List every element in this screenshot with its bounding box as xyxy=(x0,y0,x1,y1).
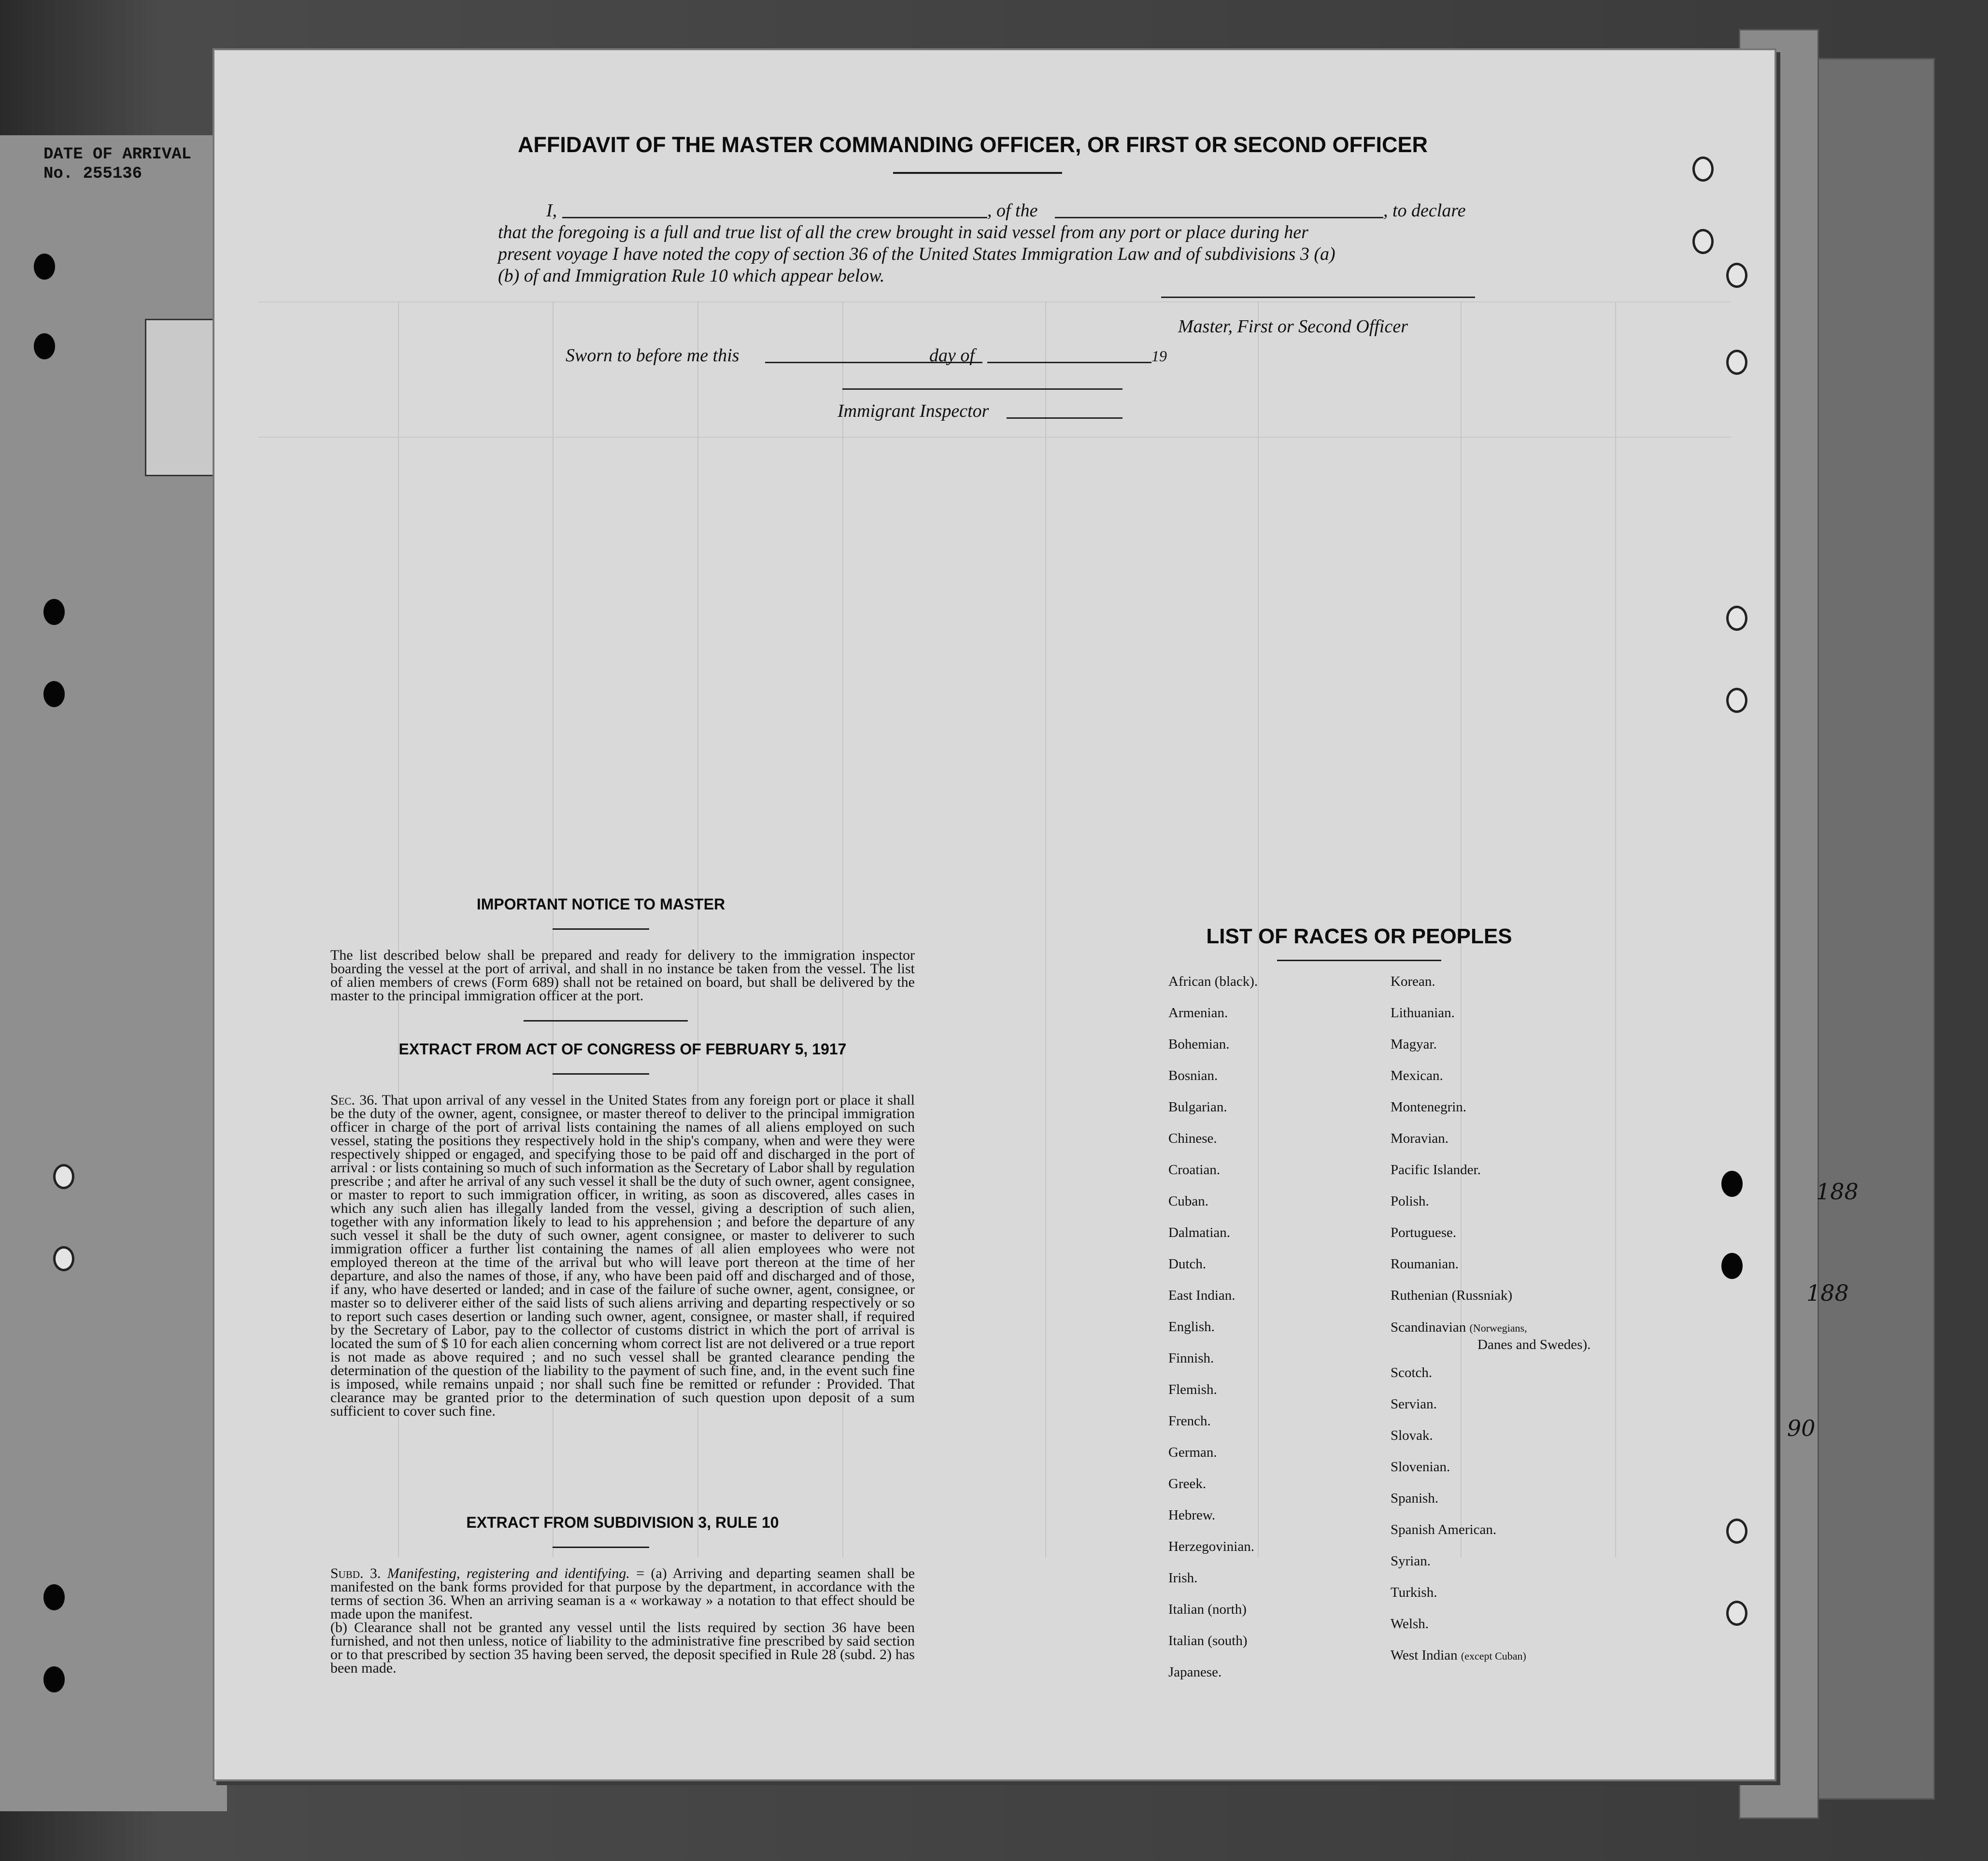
race-item: Flemish. xyxy=(1168,1382,1217,1397)
declarant-label: I, xyxy=(546,200,557,221)
subdivision-number: Subd. 3. xyxy=(330,1565,381,1581)
race-item: Greek. xyxy=(1168,1476,1207,1492)
race-item: Dalmatian. xyxy=(1168,1225,1231,1240)
affidavit-text-1: that the foregoing is a full and true list of all the crew brought in said vessel from any port or place during her xyxy=(498,222,1308,242)
race-item: African (black). xyxy=(1168,974,1258,989)
affidavit-title: AFFIDAVIT OF THE MASTER COMMANDING OFFICER, OR FIRST OR SECOND OFFICER xyxy=(517,132,1428,157)
punch-hole xyxy=(43,1666,65,1692)
scandinavian-note: (Norwegians, xyxy=(1469,1322,1527,1334)
subdivision-heading: Manifesting, registering and identifying. xyxy=(387,1565,630,1581)
race-item: Irish. xyxy=(1168,1570,1198,1586)
signature-line xyxy=(1161,297,1475,298)
subdivision-text-a: = (a) Arriving and departing seamen shall be manifested on the bank forms provided for that purpose by the department, in accordance with the terms of section 36. When an arriving seaman is a « workaway » a notation to that effect should be made upon the manifest. xyxy=(330,1565,915,1622)
race-item: Spanish. xyxy=(1391,1491,1439,1506)
extract-rule-title: EXTRACT FROM SUBDIVISION 3, RULE 10 xyxy=(466,1514,779,1531)
race-item: Welsh. xyxy=(1391,1616,1429,1632)
race-item: Slovenian. xyxy=(1391,1459,1450,1475)
sworn-label: Sworn to before me this xyxy=(566,345,739,366)
race-item-west-indian xyxy=(1391,1648,1526,1663)
punch-hole-ring xyxy=(53,1246,74,1271)
race-item: Bosnian. xyxy=(1168,1068,1218,1083)
inspector-line-upper xyxy=(842,388,1122,390)
race-item: Japanese. xyxy=(1168,1664,1222,1680)
west-indian-label: West Indian xyxy=(1391,1648,1461,1663)
arrival-stamp-line1: DATE OF ARRIVAL xyxy=(43,145,192,164)
extract-rule-text xyxy=(330,1567,915,1675)
race-item: Croatian. xyxy=(1168,1162,1221,1178)
signature-label: Master, First or Second Officer xyxy=(1178,316,1408,337)
race-item: Spanish American. xyxy=(1391,1522,1497,1537)
arrival-stamp xyxy=(43,145,191,184)
race-item: East Indian. xyxy=(1168,1288,1235,1303)
to-declare-label: , to declare xyxy=(1383,200,1466,221)
punch-hole-ring xyxy=(1726,606,1747,631)
race-item: Dutch. xyxy=(1168,1256,1207,1272)
race-item: Finnish. xyxy=(1168,1350,1214,1366)
punch-hole xyxy=(43,681,65,707)
race-item: Portuguese. xyxy=(1391,1225,1457,1240)
extract-act-rule xyxy=(553,1073,649,1075)
race-item: Syrian. xyxy=(1391,1553,1431,1569)
punch-hole xyxy=(34,333,55,359)
bleed-through-line xyxy=(1045,301,1046,1557)
race-item: Roumanian. xyxy=(1391,1256,1459,1272)
inspector-label: Immigrant Inspector xyxy=(838,401,989,421)
punch-hole-ring xyxy=(1692,156,1714,182)
punch-hole xyxy=(43,1584,65,1610)
punch-hole xyxy=(43,599,65,625)
punch-hole xyxy=(1721,1171,1743,1197)
title-rule xyxy=(893,172,1062,174)
punch-hole-ring xyxy=(1726,1519,1747,1544)
vessel-name-line xyxy=(1055,217,1383,218)
extract-act-text xyxy=(330,1094,915,1418)
race-item: Herzegovinian. xyxy=(1168,1539,1254,1554)
subdivision-text-b: (b) Clearance shall not be granted any vessel until the lists required by section 36 have been furnished, and not then unless, notice of liability to the administrative fine prescribed by said section or to that prescribed by section 35 having been served, the deposit specified in Rule 28 (subd. 2) has been made. xyxy=(330,1619,915,1676)
handwritten-number: 188 xyxy=(1816,1179,1859,1205)
race-item: Chinese. xyxy=(1168,1131,1217,1146)
races-title: LIST OF RACES OR PEOPLES xyxy=(1206,924,1512,948)
punch-hole-ring xyxy=(1726,688,1747,713)
race-item: Mexican. xyxy=(1391,1068,1443,1083)
punch-hole-ring xyxy=(53,1164,74,1189)
section-number: Sec. 36. xyxy=(330,1092,378,1108)
bleed-through-line xyxy=(258,301,1731,302)
punch-hole-ring xyxy=(1692,229,1714,254)
race-item: Bulgarian. xyxy=(1168,1099,1227,1115)
race-item: Montenegrin. xyxy=(1391,1099,1467,1115)
punch-hole xyxy=(34,254,55,280)
race-item: Turkish. xyxy=(1391,1585,1437,1600)
year-label: 19 xyxy=(1151,347,1167,365)
race-item: Slovak. xyxy=(1391,1428,1433,1443)
of-the-label: , of the xyxy=(987,200,1038,221)
section-36-text: That upon arrival of any vessel in the United States from any foreign port or place it shall be the duty of the owner, agent, consignee, or master thereof to deliver to the principal immigration officer in charge of the port of arrival lists containing the names of all aliens employed on such vessel, stating the positions they respectively hold in the ship's company, when and were they were respectively shipped or engaged, and specifying those to be paid off and discharged in the port of arrival : or lists containing so much of such information as the Secretary of Labor shall by regulation prescribe ; and after he arrival of any such vessel it shall be the duty of such owner, agent consignee, or master to report to such immigration officer, in writing, as soon as discovered, alles cases in which any such alien has illegally landed from the vessel, giving a description of such alien, together with any information likely to lead to his apprehension ; and before the departure of any such vessel it shall be the duty of such owner, agent consignee, or master to deliverer to such immigration officer a further list containing the names of all alien employees who were not employed thereon at the time of the arrival but who will leave port thereon at the time of her departure, and also the names of those, if any, who have been paid off and discharged and of those, if any, who have deserted or landed; and in case of the failure of suche owner, agent, consignee, or master so to deliverer either of the said lists of such aliens arriving and departing respectively or so to report such cases desertion or landing such owner, agent, consignee, or master shall, if required by the Secretary of Labor, pay to the collector of customs district in which the port of arrival is located the sum of $ 10 for each alien concerning whom correct list are not delivered or a true report is not made as above required ; and no such vessel shall be granted clearance pending the determination of the question of the liability to the payment of such fine, and, in the event such fine is imposed, while remains unpaid ; nor shall such fine be remitted or refunder : Provided. That clearance may be granted prior to the determination of such question upon deposit of a sum sufficient to cover such fine. xyxy=(330,1092,915,1419)
race-item: French. xyxy=(1168,1413,1211,1429)
west-indian-note: (except Cuban) xyxy=(1461,1650,1526,1662)
race-item: Magyar. xyxy=(1391,1037,1437,1052)
punch-hole xyxy=(1721,1253,1743,1279)
arrival-stamp-line2: No. 255136 xyxy=(43,165,142,183)
affidavit-sheet xyxy=(213,48,1776,1781)
race-item-scandinavian xyxy=(1391,1319,1590,1353)
race-item: Korean. xyxy=(1391,974,1435,989)
extract-act-title: EXTRACT FROM ACT OF CONGRESS OF FEBRUARY 5, 1917 xyxy=(398,1040,847,1058)
affidavit-text-3: (b) of and Immigration Rule 10 which appear below. xyxy=(498,266,885,286)
bleed-through-line xyxy=(258,437,1731,438)
extract-rule-rule xyxy=(553,1547,649,1548)
handwritten-number: 90 xyxy=(1787,1415,1816,1441)
sworn-month-line xyxy=(987,362,1151,363)
scandinavian-note-2: Danes and Swedes). xyxy=(1477,1337,1591,1352)
scandinavian-label: Scandinavian xyxy=(1391,1320,1470,1335)
race-item: Moravian. xyxy=(1391,1131,1448,1146)
race-item: Lithuanian. xyxy=(1391,1005,1455,1021)
handwritten-number: 188 xyxy=(1806,1280,1849,1306)
race-item: Bohemian. xyxy=(1168,1037,1230,1052)
day-of-label: day of xyxy=(929,345,975,366)
race-item: Servian. xyxy=(1391,1396,1437,1412)
declarant-name-line xyxy=(562,217,987,218)
race-item: Italian (south) xyxy=(1168,1633,1248,1648)
race-item: English. xyxy=(1168,1319,1215,1335)
race-item: Pacific Islander. xyxy=(1391,1162,1481,1178)
race-item: Polish. xyxy=(1391,1193,1429,1209)
punch-hole-ring xyxy=(1726,350,1747,375)
notice-divider xyxy=(524,1020,688,1022)
race-item: Armenian. xyxy=(1168,1005,1228,1021)
inspector-line xyxy=(1007,417,1122,419)
punch-hole-ring xyxy=(1726,263,1747,288)
races-rule xyxy=(1277,960,1441,961)
race-item: Scotch. xyxy=(1391,1365,1433,1380)
race-item: Ruthenian (Russniak) xyxy=(1391,1288,1513,1303)
affidavit-text-2: present voyage I have noted the copy of section 36 of the United States Immigration Law and of subdivisions 3 (a) xyxy=(498,244,1335,264)
notice-rule xyxy=(553,928,649,930)
race-item: Italian (north) xyxy=(1168,1602,1247,1617)
race-item: Cuban. xyxy=(1168,1193,1208,1209)
notice-text: The list described below shall be prepared and ready for delivery to the immigration inspector boarding the vessel at the port of arrival, and shall in no instance be taken from the vessel. The list of alien members of crews (Form 689) shall not be retained on board, but shall be delivered by the master to the principal immigration officer at the port. xyxy=(330,947,915,1004)
bleed-through-line xyxy=(1615,301,1616,1557)
race-item: Hebrew. xyxy=(1168,1507,1216,1523)
race-item: German. xyxy=(1168,1445,1217,1460)
notice-title: IMPORTANT NOTICE TO MASTER xyxy=(476,895,725,913)
punch-hole-ring xyxy=(1726,1601,1747,1626)
